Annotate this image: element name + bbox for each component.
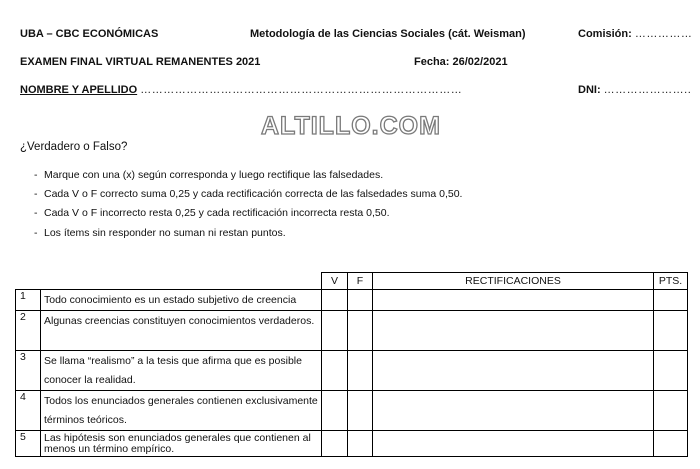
header-blank: [16, 273, 322, 290]
dni-field: [578, 84, 691, 96]
answer-f-cell[interactable]: [348, 290, 373, 311]
instruction-item: [20, 188, 462, 200]
name-field: [20, 84, 462, 96]
column-header-v: V: [322, 273, 348, 290]
instruction-item: [20, 227, 286, 239]
instruction-item: [20, 207, 390, 219]
rectification-cell[interactable]: [373, 290, 654, 311]
points-cell: [654, 290, 688, 311]
column-header-f: F: [348, 273, 373, 290]
points-cell: [654, 351, 688, 391]
rectification-cell[interactable]: [373, 311, 654, 351]
rectification-cell[interactable]: [373, 351, 654, 391]
dni-label: DNI:: [578, 84, 601, 96]
bullet-dash: -: [34, 227, 38, 239]
watermark-logo: ALTILLO.COM: [261, 112, 441, 140]
bullet-dash: -: [34, 207, 38, 219]
answer-f-cell[interactable]: [348, 391, 373, 431]
answer-f-cell[interactable]: [348, 351, 373, 391]
commission-blank: ……………: [634, 28, 693, 40]
question-heading: ¿Verdadero o Falso?: [20, 141, 128, 153]
table-row: [16, 351, 688, 391]
instruction-text: Cada V o F correcto suma 0,25 y cada rectificación correcta de las falsedades suma 0,50.: [44, 188, 463, 200]
course-title: Metodología de las Ciencias Sociales (cát. Weisman): [250, 28, 526, 40]
row-number: 4: [16, 391, 41, 431]
name-label: NOMBRE Y APELLIDO: [20, 84, 138, 96]
points-cell: [654, 431, 688, 457]
commission-label: Comisión:: [578, 28, 632, 40]
row-number: 2: [16, 311, 41, 351]
dni-blank: …………………..: [603, 84, 692, 96]
table-row: [16, 391, 688, 431]
answer-table: [15, 272, 688, 457]
answer-f-cell[interactable]: [348, 431, 373, 457]
statement-text: Las hipótesis son enunciados generales que contienen al menos un término empírico.: [41, 431, 322, 457]
statement-text: Se llama “realismo” a la tesis que afirma que es posible conocer la realidad.: [41, 351, 322, 391]
points-cell: [654, 391, 688, 431]
commission-field: [578, 28, 692, 40]
answer-v-cell[interactable]: [322, 290, 348, 311]
bullet-dash: -: [34, 188, 38, 200]
row-number: 3: [16, 351, 41, 391]
statement-text: Algunas creencias constituyen conocimientos verdaderos.: [41, 311, 322, 351]
answer-v-cell[interactable]: [322, 391, 348, 431]
answer-f-cell[interactable]: [348, 311, 373, 351]
rectification-cell[interactable]: [373, 391, 654, 431]
exam-title: EXAMEN FINAL VIRTUAL REMANENTES 2021: [20, 56, 261, 68]
instruction-text: Cada V o F incorrecto resta 0,25 y cada rectificación incorrecta resta 0,50.: [44, 207, 390, 219]
bullet-dash: -: [34, 169, 38, 181]
table-header-row: [16, 273, 688, 290]
table-row: [16, 431, 688, 457]
table-row: [16, 311, 688, 351]
statement-text: Todo conocimiento es un estado subjetivo de creencia: [41, 290, 322, 311]
table-row: [16, 290, 688, 311]
answer-v-cell[interactable]: [322, 431, 348, 457]
institution-label: UBA – CBC ECONÓMICAS: [20, 28, 159, 40]
answer-v-cell[interactable]: [322, 311, 348, 351]
row-number: 5: [16, 431, 41, 457]
answer-v-cell[interactable]: [322, 351, 348, 391]
instruction-text: Los ítems sin responder no suman ni restan puntos.: [44, 227, 286, 239]
exam-date: Fecha: 26/02/2021: [414, 56, 508, 68]
instruction-text: Marque con una (x) según corresponda y luego rectifique las falsedades.: [44, 169, 384, 181]
name-blank: …………………………………………………………………………: [140, 84, 463, 96]
rectification-cell[interactable]: [373, 431, 654, 457]
points-cell: [654, 311, 688, 351]
column-header-pts: PTS.: [654, 273, 688, 290]
column-header-rectificaciones: RECTIFICACIONES: [373, 273, 654, 290]
row-number: 1: [16, 290, 41, 311]
instruction-item: [20, 169, 383, 181]
statement-text: Todos los enunciados generales contienen exclusivamente términos teóricos.: [41, 391, 322, 431]
